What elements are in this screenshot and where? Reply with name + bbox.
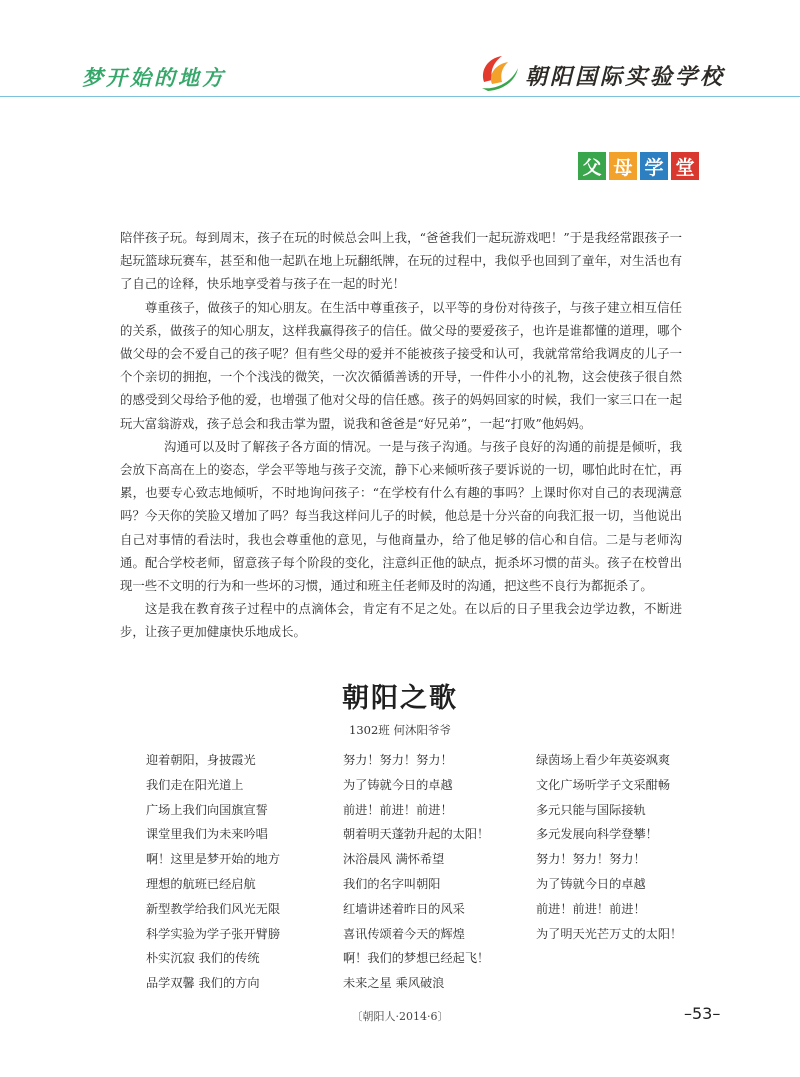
poem-line: 为了明天光芒万丈的太阳！ <box>536 926 683 941</box>
badge-char-3: 学 <box>640 152 668 180</box>
poem-line: 广场上我们向国旗宣誓 <box>146 802 268 817</box>
page-header <box>0 0 800 98</box>
article-paragraph: 沟通可以及时了解孩子各方面的情况。一是与孩子沟通。与孩子良好的沟通的前提是倾听，我会放下高高在上的姿态，学会平等地与孩子交流，静下心来倾听孩子要诉说的一切，哪怕此时在忙，再累，也要专心致志地倾听，不时地询问孩子：“在学校有什么有趣的事吗？上课时你对自己的表现满意吗？今天你的笑脸又增加了吗？每当我这样问儿子的时候，他总是十分兴奋的向我汇报一切，当他说出自己对事情的看法时，我也会尊重他的意见，与他商量办，给了他足够的信心和自信。二是与老师沟通。配合学校老师，留意孩子每个阶段的变化，注意纠正他的缺点，扼杀坏习惯的苗头。孩子在校曾出现一些不文明的行为和一些坏的习惯，通过和班主任老师及时的沟通，把这些不良行为都扼杀了。 <box>120 438 682 594</box>
poem-line: 绿茵场上看少年英姿飒爽 <box>536 753 671 767</box>
poem-line: 迎着朝阳，身披霞光 <box>146 753 256 767</box>
school-logo-icon <box>478 52 522 92</box>
poem-column-3 <box>536 748 726 946</box>
school-name: 朝阳国际实验学校 <box>525 64 726 90</box>
article-body <box>120 226 682 644</box>
poem-line: 未来之星 乘风破浪 <box>343 976 445 991</box>
poem-line: 沐浴晨风 满怀希望 <box>343 852 445 867</box>
poem-line: 我们的名字叫朝阳 <box>343 876 441 891</box>
poem-column-1 <box>146 748 336 996</box>
article-paragraph: 这是我在教育孩子过程中的点滴体会，肯定有不足之处。在以后的日子里我会边学边教，不断进步，让孩子更加健康快乐地成长。 <box>120 601 682 640</box>
poem-line: 努力！努力！努力！ <box>343 753 453 767</box>
column-badge-parents-school <box>578 152 699 180</box>
badge-char-2: 母 <box>609 152 637 180</box>
poem-line: 红墙讲述着昨日的风采 <box>343 901 465 916</box>
badge-char-4: 堂 <box>671 152 699 180</box>
poem-line: 前进！前进！前进！ <box>343 802 453 817</box>
badge-char-1: 父 <box>578 152 606 180</box>
poem-line: 新型教学给我们风光无限 <box>146 901 281 916</box>
poem-line: 我们走在阳光道上 <box>146 777 244 792</box>
poem-line: 前进！前进！前进！ <box>536 901 646 916</box>
poem-line: 科学实验为学子张开臂膀 <box>146 926 281 941</box>
poem-line: 啊！我们的梦想已经起飞！ <box>343 951 490 966</box>
poem-line: 多元只能与国际接轨 <box>536 802 646 817</box>
page-number: –53– <box>684 1004 721 1023</box>
article-paragraph: 尊重孩子，做孩子的知心朋友。在生活中尊重孩子，以平等的身份对待孩子，与孩子建立相互信任的关系，做孩子的知心朋友，这样我赢得孩子的信任。做父母的要爱孩子，也许是谁都懂的道理，哪个做父母的会不爱自己的孩子呢？但有些父母的爱并不能被孩子接受和认可，我就常常给我调皮的儿子一个个亲切的拥抱，一个个浅浅的微笑，一次次循循善诱的开导，一件件小小的礼物，这会使孩子很自然的感受到父母给予他的爱，也增强了他对父母的信任感。孩子的妈妈回家的时候，我们一家三口在一起玩大富翁游戏，孩子总会和我击掌为盟，说我和爸爸是“好兄弟”，一起“打败”他妈妈。 <box>120 299 682 431</box>
header-divider <box>0 96 800 97</box>
poem-line: 理想的航班已经启航 <box>146 876 256 891</box>
poem-author: 1302班 何沐阳爷爷 <box>349 723 451 737</box>
poem-title: 朝阳之歌 <box>342 683 458 714</box>
poem-line: 文化广场听学子文采酣畅 <box>536 777 671 792</box>
poem-line: 为了铸就今日的卓越 <box>536 876 646 891</box>
header-slogan: 梦开始的地方 <box>82 66 226 90</box>
poem-line: 课堂里我们为未来吟唱 <box>146 827 268 842</box>
article-paragraph: 陪伴孩子玩。每到周末，孩子在玩的时候总会叫上我，“爸爸我们一起玩游戏吧！”于是我经常跟孩子一起玩篮球玩赛车，甚至和他一起趴在地上玩翻纸牌，在玩的过程中，我似乎也回到了童年，对生活也有了自己的诠释，快乐地享受着与孩子在一起的时光！ <box>120 230 682 292</box>
poem-line: 啊！这里是梦开始的地方 <box>146 852 281 867</box>
poem-line: 品学双馨 我们的方向 <box>146 976 260 991</box>
poem-line: 朝着明天蓬勃升起的太阳！ <box>343 827 490 842</box>
poem-line: 多元发展向科学登攀！ <box>536 827 658 842</box>
poem-line: 喜讯传颂着今天的辉煌 <box>343 926 465 941</box>
poem-column-2 <box>343 748 533 996</box>
poem-line: 朴实沉寂 我们的传统 <box>146 951 260 966</box>
poem-line: 努力！努力！努力！ <box>536 852 646 867</box>
poem-line: 为了铸就今日的卓越 <box>343 777 453 792</box>
footer-magazine-issue: 〔朝阳人·2014·6〕 <box>351 1010 449 1023</box>
